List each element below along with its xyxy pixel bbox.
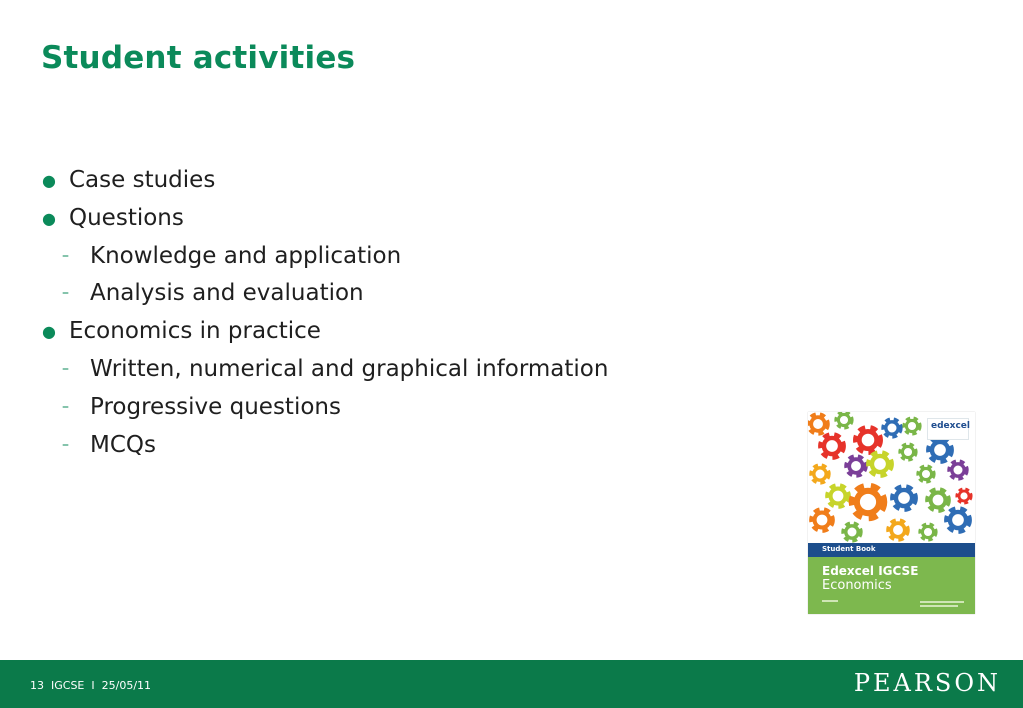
gear-icon xyxy=(950,462,966,478)
bullet-item: ● Economics in practice xyxy=(40,313,608,351)
book-cover-image xyxy=(808,412,975,614)
sub-bullet-item: – MCQs xyxy=(40,427,608,465)
gear-icon xyxy=(901,445,916,460)
gear-icon xyxy=(844,524,860,540)
fine-print xyxy=(822,600,838,602)
dash-icon: – xyxy=(62,285,69,302)
sub-bullet-item: – Progressive questions xyxy=(40,389,608,427)
sub-bullet-item: – Written, numerical and graphical information xyxy=(40,351,608,389)
bullet-list xyxy=(40,162,608,464)
sub-bullet-item: – Knowledge and application xyxy=(40,238,608,276)
dash-icon: – xyxy=(62,360,69,377)
fine-print xyxy=(920,605,958,607)
edexcel-logo: edexcel xyxy=(927,418,969,440)
gear-icon xyxy=(837,413,852,428)
book-title-panel xyxy=(808,557,975,614)
footer-bar xyxy=(0,660,1023,708)
bullet-dot-icon: ● xyxy=(42,322,56,342)
gear-icon xyxy=(905,419,920,434)
sub-bullet-item: – Analysis and evaluation xyxy=(40,275,608,313)
gear-icon xyxy=(821,435,842,456)
gear-icon xyxy=(889,521,907,539)
footer-label: IGCSE xyxy=(51,679,85,692)
gear-icon xyxy=(947,509,968,530)
dash-icon: – xyxy=(62,398,69,415)
gear-icon xyxy=(847,457,865,475)
footer-date: 25/05/11 xyxy=(101,679,152,692)
gear-icon xyxy=(921,525,936,540)
gear-icon xyxy=(812,466,828,482)
book-subject: Economics xyxy=(822,578,892,593)
page-number: 13 xyxy=(30,679,44,692)
slide-title: Student activities xyxy=(41,40,356,76)
gear-icon xyxy=(929,439,950,460)
dash-icon: – xyxy=(62,247,69,264)
gear-icon xyxy=(853,487,883,517)
gear-icon xyxy=(928,490,948,510)
footer-separator: I xyxy=(91,679,95,692)
fine-print xyxy=(920,601,964,603)
gear-icon xyxy=(857,429,880,452)
dash-icon: – xyxy=(62,436,69,453)
bullet-dot-icon: ● xyxy=(42,171,56,190)
gear-icon xyxy=(828,486,848,506)
gear-icon xyxy=(869,453,890,474)
bullet-item: ● Case studies xyxy=(40,162,608,200)
footer-info xyxy=(30,679,151,692)
pearson-logo: PEARSON xyxy=(853,669,1001,697)
gear-icon xyxy=(957,489,970,502)
gear-icon xyxy=(809,415,827,433)
book-title: Edexcel IGCSE xyxy=(822,564,919,578)
gear-icon xyxy=(893,487,914,508)
bullet-dot-icon: ● xyxy=(42,208,56,228)
gear-icon xyxy=(884,420,900,436)
gear-icon xyxy=(919,467,934,482)
gear-icon xyxy=(812,510,832,530)
book-band: Student Book xyxy=(808,543,975,557)
bullet-item: ● Questions xyxy=(40,200,608,238)
